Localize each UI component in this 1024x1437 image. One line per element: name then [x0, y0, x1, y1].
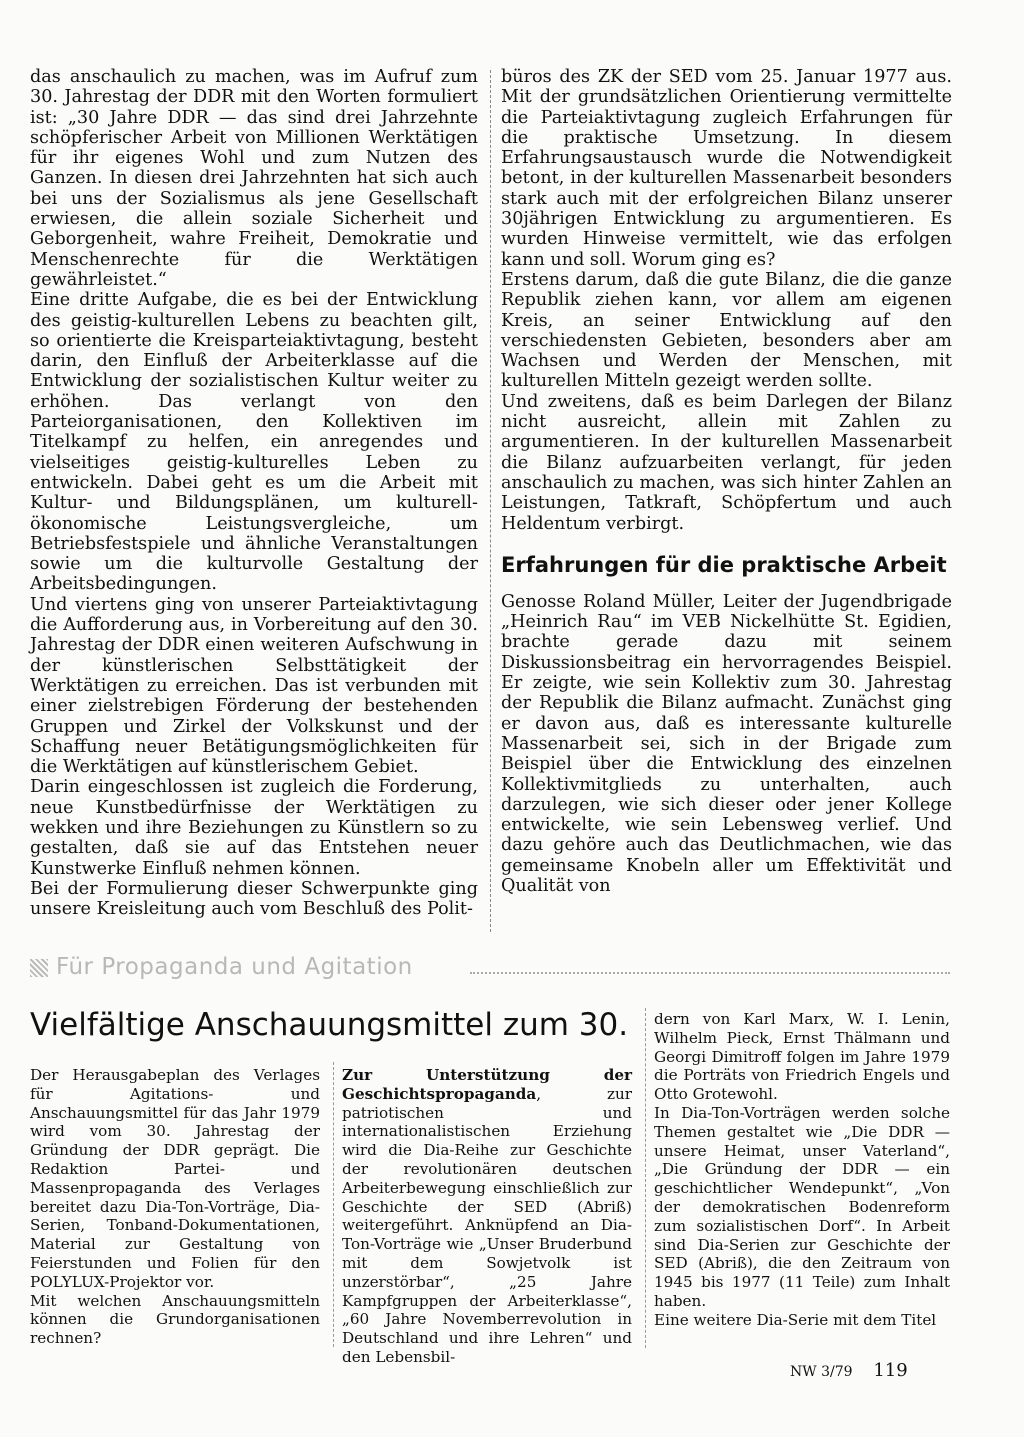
paragraph: Der Herausgabeplan des Verlages für Agitations- und Anschauungsmittel für das Jahr 1979 wird vom 30. Jahrestag der Gründung der DDR geprägt. Die Redaktion Partei- und Massenpropaganda des Verlages bereitet dazu Dia-Ton-Vorträge, Dia-Serien, Tonband-Dokumentationen, Material zur Gestaltung von Feierstunden und Folien für den POLYLUX-Projektor vor. [30, 1066, 320, 1291]
article-column-3 [654, 1010, 950, 1330]
issue-label: NW 3/79 [790, 1364, 853, 1380]
article-headline: Vielfältige Anschauungsmittel zum 30. [30, 1007, 629, 1043]
column-divider [490, 70, 492, 932]
banner-dotted-rule [470, 972, 950, 974]
section-banner [30, 954, 950, 984]
right-column [501, 67, 952, 896]
article-column-2 [342, 1066, 632, 1367]
bold-lead-in: Zur Unterstützung der Geschichtspropaganda [342, 1066, 632, 1103]
paragraph: Bei der Formulierung dieser Schwerpunkte ging unsere Kreisleitung auch vom Beschluß des Polit- [30, 878, 478, 920]
page-footer [790, 1360, 908, 1381]
paragraph: Und zweitens, daß es beim Darlegen der Bilanz nicht ausreicht, allein mit Zahlen zu argumentieren. In der kulturellen Massenarbeit die Bilanz aufzuarbeiten verlangt, für jeden anschaulich zu machen, was sich hinter Zahlen an Leistungen, Tatkraft, Schöpfertum und auch Heldentum verbirgt. [501, 391, 952, 534]
paragraph: Eine dritte Aufgabe, die es bei der Entwicklung des geistig-kulturellen Lebens zu beachten gilt, so orientierte die Kreisparteiaktivtagung, besteht darin, den Einfluß der Arbeiterklasse auf die Entwicklung der sozialistischen Kultur weiter zu erhöhen. Das verlangt von den Parteiorganisationen, den Kollektiven im Titelkampf zu helfen, ein anregendes und vielseitiges geistig-kulturelles Leben zu entwickeln. Dabei geht es um die Arbeit mit Kultur- und Bildungsplänen, um kulturell-ökonomische Leistungsvergleiche, um Betriebsfestspiele und ähnliche Veranstaltungen sowie um die kulturvolle Gestaltung der Arbeitsbedingungen. [30, 290, 478, 595]
page-number: 119 [873, 1360, 908, 1381]
section-subheading: Erfahrungen für die praktische Arbeit [501, 552, 947, 577]
column-divider [333, 1062, 335, 1347]
paragraph: In Dia-Ton-Vorträgen werden solche Themen gestaltet wie „Die DDR — unsere Heimat, unser Vaterland“, „Die Gründung der DDR — ein geschichtlicher Wendepunkt“, „Von der demokratischen Bodenreform zum sozialistischen Dorf“. In Arbeit sind Dia-Serien zur Geschichte der SED (Abriß), die den Zeitraum von 1945 bis 1977 (11 Teile) zum Inhalt haben. [654, 1103, 950, 1310]
left-column [30, 67, 478, 919]
paragraph: das anschaulich zu machen, was im Aufruf zum 30. Jahrestag der DDR mit den Worten formuliert ist: „30 Jahre DDR — das sind drei Jahrzehnte schöpferischer Arbeit von Millionen Werktätigen für ihr eigenes Wohl und zum Nutzen des Ganzen. In diesen drei Jahrzehnten hat sich auch bei uns der Sozialismus als jene Gesellschaft erwiesen, die allein soziale Sicherheit und Geborgenheit, wahre Freiheit, Demokratie und Menschenrechte für die Werktätigen gewährleistet.“ [30, 67, 478, 290]
banner-icon [30, 959, 48, 977]
paragraph: Mit welchen Anschauungsmitteln können die Grundorganisationen rechnen? [30, 1291, 320, 1348]
paragraph: büros des ZK der SED vom 25. Januar 1977 aus. Mit der grundsätzlichen Orientierung vermittelte die Parteiaktivtagung zugleich Erfahrungen für die praktische Umsetzung. In diesem Erfahrungsaustausch wurde die Notwendigkeit betont, in der kulturellen Massenarbeit besonders stark auch mit der erfolgreichen Bilanz unserer 30jährigen Entwicklung zu argumentieren. Es wurden Hinweise vermittelt, wie das erfolgen kann und soll. Worum ging es? [501, 67, 952, 270]
column-divider [645, 1008, 647, 1348]
paragraph: Erstens darum, daß die gute Bilanz, die die ganze Republik ziehen kann, vor allem am eigenen Kreis, an seiner Entwicklung auf den verschiedensten Gebieten, besonders aber am Wachsen und Werden der Menschen, mit kulturellen Mitteln gezeigt werden sollte. [501, 269, 952, 392]
paragraph: Und viertens ging von unserer Parteiaktivtagung die Aufforderung aus, in Vorbereitung auf den 30. Jahrestag der DDR einen weiteren Aufschwung in der künstlerischen Selbsttätigkeit der Werktätigen zu erreichen. Das ist verbunden mit einer zielstrebigen Förderung der bestehenden Gruppen und Zirkel der Volkskunst und der Schaffung neuer Betätigungsmöglichkeiten für die Werktätigen auf künstlerischem Gebiet. [30, 594, 478, 778]
paragraph: Darin eingeschlossen ist zugleich die Forderung, neue Kunstbedürfnisse der Werktätigen zu wekken und ihre Beziehungen zu Künstlern so zu gestalten, daß sie auf das Entstehen neuer Kunstwerke Einfluß nehmen können. [30, 777, 478, 879]
banner-title: Für Propaganda und Agitation [56, 954, 413, 980]
paragraph [342, 1066, 632, 1367]
paragraph: dern von Karl Marx, W. I. Lenin, Wilhelm Pieck, Ernst Thälmann und Georgi Dimitroff folgen im Jahre 1979 die Porträts von Friedrich Engels und Otto Grotewohl. [654, 1010, 950, 1104]
paragraph-rest: , zur patriotischen und internationalistischen Erziehung wird die Dia-Reihe zur Geschichte der revolutionären deutschen Arbeiterbewegung einschließlich zur Geschichte der SED (Abriß) weitergeführt. Anknüpfend an Dia-Ton-Vorträge wie „Unser Bruderbund mit dem Sowjetvolk ist unzerstörbar“, „25 Jahre Kampfgruppen der Arbeiterklasse“, „60 Jahre Novemberrevolution in Deutschland und ihre Lehren“ und den Lebensbil- [342, 1084, 632, 1366]
paragraph: Genosse Roland Müller, Leiter der Jugendbrigade „Heinrich Rau“ im VEB Nickelhütte St. Egidien, brachte gerade dazu mit seinem Diskussionsbeitrag ein hervorragendes Beispiel. Er zeigte, wie sein Kollektiv zum 30. Jahrestag der Republik die Bilanz aufmacht. Zunächst ging er davon aus, daß es interessante kulturelle Massenarbeit sei, sich in der Brigade zum Beispiel über die Entwicklung des einzelnen Kollektivmitglieds zu unterhalten, auch darzulegen, wie sich dieser oder jener Kollege entwickelte, wie sein Lebensweg verlief. Und dazu gehöre auch das Deutlichmachen, wie das gemeinsame Knobeln aller um Effektivität und Qualität von [501, 591, 952, 896]
paragraph: Eine weitere Dia-Serie mit dem Titel [654, 1310, 937, 1329]
article-column-1 [30, 1066, 320, 1348]
